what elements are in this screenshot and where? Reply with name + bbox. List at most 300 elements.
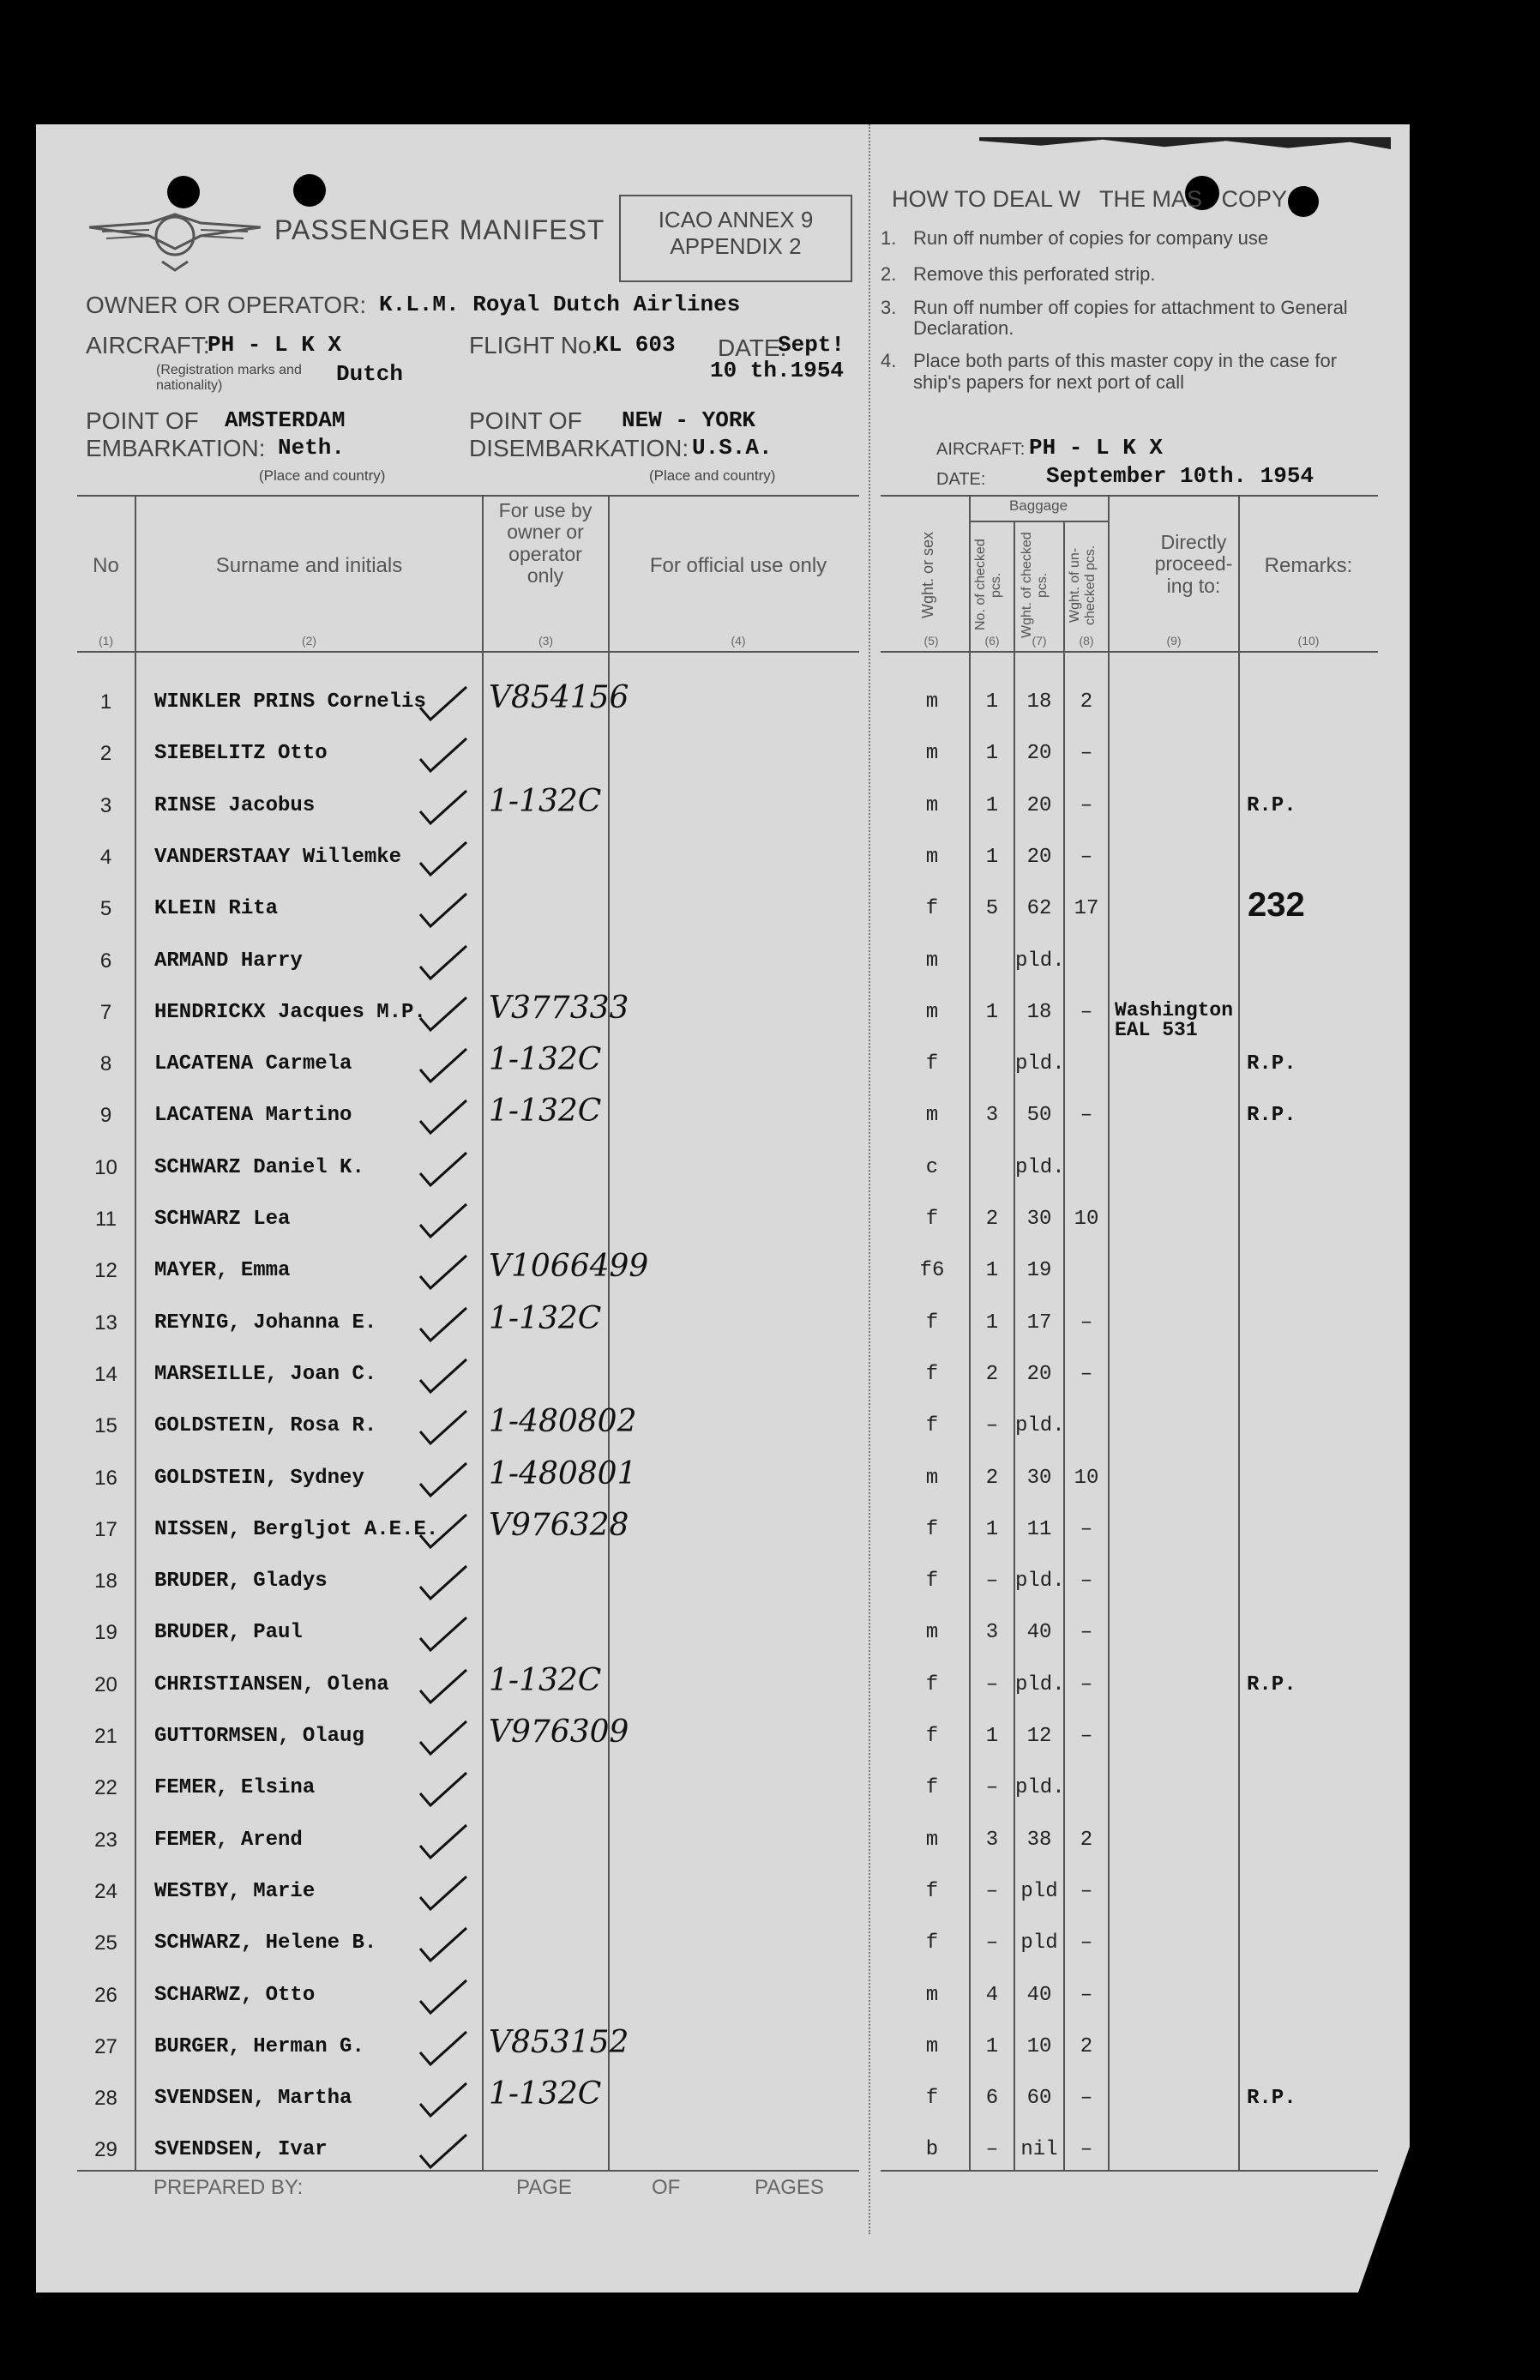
disembark-label-2: DISEMBARKATION:: [469, 435, 689, 461]
owner-use-value: V377333: [489, 990, 629, 1026]
checked-wght-value: 20: [1026, 793, 1052, 817]
footer-prepared: PREPARED BY:: [153, 2176, 304, 2199]
passenger-name: REYNIG, Johanna E.: [154, 1311, 377, 1335]
row-number: 13: [94, 1311, 117, 1335]
col-header-owner-use: For use by owner or operator only: [498, 499, 593, 587]
table-row: [36, 2024, 1408, 2070]
sex-value: m: [925, 1104, 939, 1128]
owner-use-value: V853152: [489, 2024, 629, 2060]
checked-pcs-value: 1: [985, 1259, 999, 1283]
date-value-1: Sept!: [778, 332, 845, 358]
sex-value: f: [925, 1725, 939, 1748]
checked-wght-value: 20: [1026, 1362, 1052, 1386]
checked-pcs-value: –: [985, 1931, 999, 1955]
footer-pages: PAGES: [755, 2176, 824, 2199]
table-header-rule-right: [881, 651, 1378, 653]
passenger-name: WESTBY, Marie: [154, 1879, 316, 1903]
table-header-rule-left: [77, 651, 859, 653]
stamp-number: 232: [1248, 886, 1305, 924]
unchecked-wght-value: –: [1080, 1725, 1093, 1748]
icao-line2: APPENDIX 2: [670, 233, 802, 259]
checked-wght-value: 20: [1026, 742, 1052, 766]
punch-hole-4: [1288, 186, 1319, 217]
table-row: [36, 990, 1408, 1041]
instruction-num: 2.: [881, 263, 897, 285]
table-row: [36, 783, 1408, 828]
sex-value: f: [925, 1208, 939, 1231]
checked-pcs-value: 1: [985, 1311, 999, 1335]
owner-use-value: V976328: [489, 1507, 629, 1543]
checked-pcs-value: 1: [985, 793, 999, 817]
col-num: (1): [98, 634, 114, 648]
aircraft-label: AIRCRAFT:: [86, 332, 210, 359]
row-number: 4: [99, 845, 112, 869]
passenger-name: GOLDSTEIN, Sydney: [154, 1466, 364, 1490]
table-row: [36, 1714, 1408, 1759]
owner-use-value: V1066499: [489, 1249, 649, 1285]
sex-value: f: [925, 2087, 939, 2111]
checked-pcs-value: 2: [985, 1208, 999, 1231]
checked-wght-value: 30: [1026, 1208, 1052, 1231]
checked-wght-value: 12: [1026, 1725, 1052, 1748]
passenger-name: BRUDER, Gladys: [154, 1570, 328, 1594]
checked-wght-value: 17: [1026, 1311, 1052, 1335]
check-mark-icon: [413, 889, 473, 931]
date-value-2: 10 th.1954: [710, 358, 845, 383]
registration-note: (Registration marks and nationality): [156, 363, 302, 393]
check-mark-icon: [413, 733, 473, 776]
checked-wght-value: pld.: [1015, 949, 1065, 973]
owner-value: K.L.M. Royal Dutch Airlines: [379, 292, 741, 317]
checked-pcs-value: 3: [985, 1621, 999, 1645]
checked-pcs-value: –: [985, 1776, 999, 1800]
row-number: 3: [99, 793, 112, 817]
sex-value: m: [925, 793, 939, 817]
place-note-1: (Place and country): [259, 467, 386, 484]
check-mark-icon: [413, 837, 473, 880]
instruction-num: 3.: [881, 297, 897, 318]
check-mark-icon: [413, 1871, 473, 1914]
instructions-title: HOW TO DEAL W THE MAS COPY: [892, 186, 1288, 212]
row-number: 18: [94, 1570, 117, 1594]
row-number: 9: [99, 1104, 112, 1128]
table-row: [36, 1363, 1408, 1397]
embark-country: Neth.: [278, 435, 346, 461]
table-top-rule-right: [881, 495, 1378, 497]
checked-pcs-value: 1: [985, 690, 999, 714]
check-mark-icon: [413, 992, 473, 1035]
owner-use-value: 1-480802: [489, 1404, 637, 1440]
sex-value: m: [925, 1828, 939, 1852]
col-header-no: No: [93, 554, 119, 577]
table-row: [36, 1570, 1408, 1604]
row-number: 26: [94, 1983, 117, 2007]
passenger-name: LACATENA Martino: [154, 1104, 352, 1128]
table-row: [36, 1507, 1408, 1552]
checked-wght-value: pld: [1020, 1879, 1058, 1903]
unchecked-wght-value: –: [1080, 793, 1093, 817]
sex-value: m: [925, 845, 939, 869]
checked-pcs-value: 3: [985, 1104, 999, 1128]
row-number: 25: [94, 1931, 117, 1955]
unchecked-wght-value: –: [1080, 1104, 1093, 1128]
row-number: 10: [94, 1155, 117, 1179]
remarks-value: R.P.: [1247, 1104, 1296, 1128]
row-number: 22: [94, 1776, 117, 1800]
nationality-value: Dutch: [336, 361, 404, 387]
remarks-value: R.P.: [1247, 2087, 1296, 2111]
checked-wght-value: 10: [1026, 2034, 1052, 2058]
embark-label-1: POINT OF: [86, 407, 199, 434]
passenger-name: ARMAND Harry: [154, 949, 303, 973]
col-num: (3): [538, 634, 554, 648]
check-mark-icon: [413, 682, 473, 725]
sex-value: f: [925, 1517, 939, 1541]
icao-line1: ICAO ANNEX 9: [658, 207, 814, 232]
check-mark-icon: [413, 2027, 473, 2070]
check-mark-icon: [413, 941, 473, 984]
row-number: 23: [94, 1828, 117, 1852]
col-num: (10): [1297, 634, 1320, 648]
unchecked-wght-value: 10: [1074, 1208, 1099, 1231]
passenger-name: FEMER, Arend: [154, 1828, 303, 1852]
row-number: 20: [94, 1672, 117, 1696]
row-number: 1: [99, 690, 112, 714]
sex-value: f: [925, 1879, 939, 1903]
unchecked-wght-value: 2: [1080, 2034, 1093, 2058]
col-num: (7): [1032, 634, 1047, 648]
check-mark-icon: [413, 1458, 473, 1501]
sex-value: m: [925, 1000, 939, 1024]
table-row: [36, 680, 1408, 725]
sex-value: m: [925, 742, 939, 766]
sex-value: f: [925, 1931, 939, 1955]
checked-pcs-value: –: [985, 1570, 999, 1594]
passenger-name: MARSEILLE, Joan C.: [154, 1362, 377, 1386]
checked-wght-value: 20: [1026, 845, 1052, 869]
row-number: 7: [99, 1000, 112, 1024]
instruction-item: [881, 298, 1378, 339]
col-header-checked-pcs: No. of checked pcs.: [973, 539, 1003, 631]
checked-pcs-value: 3: [985, 1828, 999, 1852]
row-number: 16: [94, 1466, 117, 1490]
col-num: (2): [301, 634, 317, 648]
owner-use-value: 1-132C: [489, 1662, 602, 1698]
sex-value: m: [925, 1983, 939, 2007]
table-row: [36, 1208, 1408, 1242]
date-label: DATE:: [718, 334, 787, 361]
sex-value: m: [925, 1621, 939, 1645]
checked-wght-value: 18: [1026, 690, 1052, 714]
table-row: [36, 1249, 1408, 1293]
col-header-directly: Directly proceed-ing to:: [1154, 531, 1233, 597]
passenger-name: FEMER, Elsina: [154, 1776, 316, 1800]
passenger-name: SVENDSEN, Martha: [154, 2087, 352, 2111]
checked-pcs-value: 1: [985, 1517, 999, 1541]
table-row: [36, 949, 1408, 984]
check-mark-icon: [413, 1250, 473, 1293]
sex-value: f: [925, 1776, 939, 1800]
col-header-surname: Surname and initials: [215, 554, 403, 577]
embark-label-2: EMBARKATION:: [86, 435, 266, 461]
instruction-num: 4.: [881, 350, 897, 372]
table-row: [36, 1984, 1408, 2018]
row-number: 5: [99, 897, 112, 921]
checked-wght-value: 60: [1026, 2087, 1052, 2111]
owner-use-value: 1-132C: [489, 1300, 602, 1336]
unchecked-wght-value: –: [1080, 1879, 1093, 1903]
icao-box: [619, 195, 852, 282]
row-number: 15: [94, 1414, 117, 1438]
col-num: (6): [984, 634, 1000, 648]
row-number: 12: [94, 1259, 117, 1283]
check-mark-icon: [413, 1820, 473, 1863]
unchecked-wght-value: 2: [1080, 690, 1093, 714]
manifest-page: [36, 124, 1410, 2293]
checked-wght-value: 18: [1026, 1000, 1052, 1024]
passenger-name: SCHWARZ Lea: [154, 1208, 291, 1231]
sex-value: f: [925, 1672, 939, 1696]
checked-wght-value: 40: [1026, 1621, 1052, 1645]
check-mark-icon: [413, 1354, 473, 1397]
owner-use-value: V976309: [489, 1714, 629, 1750]
passenger-name: SCHARWZ, Otto: [154, 1983, 316, 2007]
passenger-name: BURGER, Herman G.: [154, 2034, 364, 2058]
table-row: [36, 1156, 1408, 1190]
check-mark-icon: [413, 1509, 473, 1552]
instruction-text: Run off number off copies for attachment to General Declaration.: [913, 297, 1348, 340]
unchecked-wght-value: –: [1080, 1362, 1093, 1386]
row-number: 17: [94, 1517, 117, 1541]
sex-value: f: [925, 1414, 939, 1438]
row-number: 11: [95, 1208, 117, 1231]
check-mark-icon: [413, 1975, 473, 2018]
unchecked-wght-value: 10: [1074, 1466, 1099, 1490]
klm-logo-icon: [89, 197, 261, 274]
checked-wght-value: 38: [1026, 1828, 1052, 1852]
instruction-text: Run off number of copies for company use: [913, 227, 1269, 249]
unchecked-wght-value: –: [1080, 1621, 1093, 1645]
check-mark-icon: [413, 1199, 473, 1242]
check-mark-icon: [413, 786, 473, 828]
place-note-2: (Place and country): [649, 467, 776, 484]
table-row: [36, 846, 1408, 880]
table-row: [36, 1404, 1408, 1449]
table-row: [36, 1829, 1408, 1863]
flight-label: FLIGHT No.: [469, 332, 599, 359]
checked-wght-value: 40: [1026, 1983, 1052, 2007]
unchecked-wght-value: –: [1080, 1517, 1093, 1541]
row-number: 2: [99, 742, 112, 766]
baggage-rule: [969, 521, 1108, 522]
passenger-name: CHRISTIANSEN, Olena: [154, 1672, 389, 1696]
table-row: [36, 1880, 1408, 1914]
passenger-name: GUTTORMSEN, Olaug: [154, 1725, 364, 1748]
table-row: [36, 1776, 1408, 1811]
passenger-name: GOLDSTEIN, Rosa R.: [154, 1414, 377, 1438]
checked-wght-value: 19: [1026, 1259, 1052, 1283]
owner-use-value: 1-480801: [489, 1455, 637, 1491]
check-mark-icon: [413, 1716, 473, 1759]
owner-use-value: 1-132C: [489, 1094, 602, 1130]
checked-pcs-value: –: [985, 2138, 999, 2162]
checked-pcs-value: 5: [985, 897, 999, 921]
passenger-name: SCHWARZ, Helene B.: [154, 1931, 377, 1955]
instruction-num: 1.: [881, 227, 897, 249]
col-num: (5): [923, 634, 939, 648]
owner-label: OWNER OR OPERATOR:: [86, 292, 367, 318]
sex-value: f: [925, 897, 939, 921]
checked-wght-value: 62: [1026, 897, 1052, 921]
checked-wght-value: 30: [1026, 1466, 1052, 1490]
sex-value: f: [925, 1052, 939, 1076]
checked-wght-value: pld.: [1015, 1155, 1065, 1179]
instructions-list: [881, 227, 1378, 393]
disembark-city: NEW - YORK: [622, 407, 756, 433]
check-mark-icon: [413, 1923, 473, 1966]
instruction-item: [881, 227, 1378, 250]
checked-pcs-value: 1: [985, 1000, 999, 1024]
footer-page: PAGE: [516, 2176, 572, 2199]
checked-wght-value: pld.: [1015, 1776, 1065, 1800]
table-row: [36, 1455, 1408, 1501]
disembark-country: U.S.A.: [692, 435, 773, 461]
checked-pcs-value: 1: [985, 2034, 999, 2058]
sex-value: f: [925, 1362, 939, 1386]
table-row: [36, 1931, 1408, 1966]
sex-value: m: [925, 690, 939, 714]
col-header-baggage: Baggage: [1008, 497, 1068, 514]
row-number: 6: [99, 949, 112, 973]
passenger-name: HENDRICKX Jacques M.P.: [154, 1000, 426, 1024]
col-header-remarks: Remarks:: [1264, 554, 1353, 577]
sex-value: m: [925, 1466, 939, 1490]
passenger-name: BRUDER, Paul: [154, 1621, 303, 1645]
checked-wght-value: pld.: [1015, 1570, 1065, 1594]
passenger-name: VANDERSTAAY Willemke: [154, 845, 402, 869]
checked-wght-value: pld.: [1015, 1672, 1065, 1696]
table-row: [36, 2138, 1408, 2172]
checked-wght-value: pld.: [1015, 1414, 1065, 1438]
checked-pcs-value: 2: [985, 1466, 999, 1490]
punch-hole-2: [293, 174, 326, 207]
table-row: [36, 1042, 1408, 1087]
directly-value: Washington EAL 531: [1115, 998, 1234, 1041]
checked-pcs-value: –: [985, 1672, 999, 1696]
table-top-rule-left: [77, 495, 859, 497]
col-num: (8): [1079, 634, 1094, 648]
unchecked-wght-value: –: [1080, 1983, 1093, 2007]
checked-wght-value: nil: [1020, 2138, 1058, 2162]
sex-value: m: [925, 949, 939, 973]
col-header-official-use: For official use only: [649, 554, 827, 577]
unchecked-wght-value: –: [1080, 1570, 1093, 1594]
check-mark-icon: [413, 1044, 473, 1087]
checked-pcs-value: 4: [985, 1983, 999, 2007]
checked-pcs-value: 6: [985, 2087, 999, 2111]
unchecked-wght-value: –: [1080, 1672, 1093, 1696]
row-number: 19: [94, 1621, 117, 1645]
manifest-title: PASSENGER MANIFEST: [274, 214, 605, 245]
passenger-name: WINKLER PRINS Cornelis: [154, 690, 426, 714]
owner-use-value: 1-132C: [489, 783, 602, 819]
flight-value: KL 603: [595, 332, 676, 358]
row-number: 28: [94, 2087, 117, 2111]
passenger-name: MAYER, Emma: [154, 1259, 291, 1283]
instr-date-value: September 10th. 1954: [1046, 463, 1314, 489]
row-number: 21: [94, 1725, 117, 1748]
owner-use-value: V854156: [489, 680, 629, 715]
check-mark-icon: [413, 2078, 473, 2121]
instr-aircraft-value: PH - L K X: [1029, 435, 1164, 461]
check-mark-icon: [413, 1561, 473, 1604]
checked-pcs-value: 1: [985, 742, 999, 766]
row-number: 27: [94, 2034, 117, 2058]
instruction-item: [881, 263, 1378, 286]
check-mark-icon: [413, 2130, 473, 2172]
row-number: 8: [99, 1052, 112, 1076]
passenger-name: RINSE Jacobus: [154, 793, 316, 817]
checked-wght-value: 50: [1026, 1104, 1052, 1128]
col-num: (4): [731, 634, 746, 648]
checked-pcs-value: –: [985, 1879, 999, 1903]
table-row: [36, 2076, 1408, 2121]
unchecked-wght-value: –: [1080, 1000, 1093, 1024]
checked-wght-value: pld: [1020, 1931, 1058, 1955]
sex-value: f6: [919, 1259, 945, 1283]
passenger-name: KLEIN Rita: [154, 897, 279, 921]
checked-pcs-value: 1: [985, 845, 999, 869]
disembark-label-1: POINT OF: [469, 407, 582, 434]
footer-of: OF: [652, 2176, 681, 2199]
check-mark-icon: [413, 1303, 473, 1346]
table-row: [36, 1621, 1408, 1655]
checked-pcs-value: 1: [985, 1725, 999, 1748]
sex-value: m: [925, 2034, 939, 2058]
checked-pcs-value: 2: [985, 1362, 999, 1386]
unchecked-wght-value: –: [1080, 2087, 1093, 2111]
remarks-value: R.P.: [1247, 1052, 1296, 1076]
instr-aircraft-label: AIRCRAFT:: [936, 440, 1026, 459]
embark-city: AMSTERDAM: [225, 407, 346, 433]
owner-use-value: 1-132C: [489, 1042, 602, 1078]
table-row: [36, 1300, 1408, 1346]
table-row: [36, 1094, 1408, 1138]
unchecked-wght-value: 2: [1080, 1828, 1093, 1852]
instruction-item: [881, 351, 1378, 392]
checked-wght-value: pld.: [1015, 1052, 1065, 1076]
sex-value: f: [925, 1311, 939, 1335]
unchecked-wght-value: –: [1080, 1311, 1093, 1335]
aircraft-value: PH - L K X: [208, 332, 342, 358]
torn-edge: [979, 137, 1391, 149]
check-mark-icon: [413, 1665, 473, 1708]
remarks-value: R.P.: [1247, 793, 1296, 817]
check-mark-icon: [413, 1095, 473, 1138]
table-row: [36, 742, 1408, 776]
check-mark-icon: [413, 1768, 473, 1811]
unchecked-wght-value: –: [1080, 742, 1093, 766]
row-number: 29: [94, 2138, 117, 2162]
col-header-checked-wght: Wght. of checked pcs.: [1020, 532, 1050, 638]
sex-value: b: [925, 2138, 939, 2162]
check-mark-icon: [413, 1406, 473, 1449]
check-mark-icon: [413, 1612, 473, 1655]
sex-value: f: [925, 1570, 939, 1594]
passenger-name: SIEBELITZ Otto: [154, 742, 328, 766]
instr-date-label: DATE:: [936, 470, 986, 489]
col-num: (9): [1166, 634, 1182, 648]
